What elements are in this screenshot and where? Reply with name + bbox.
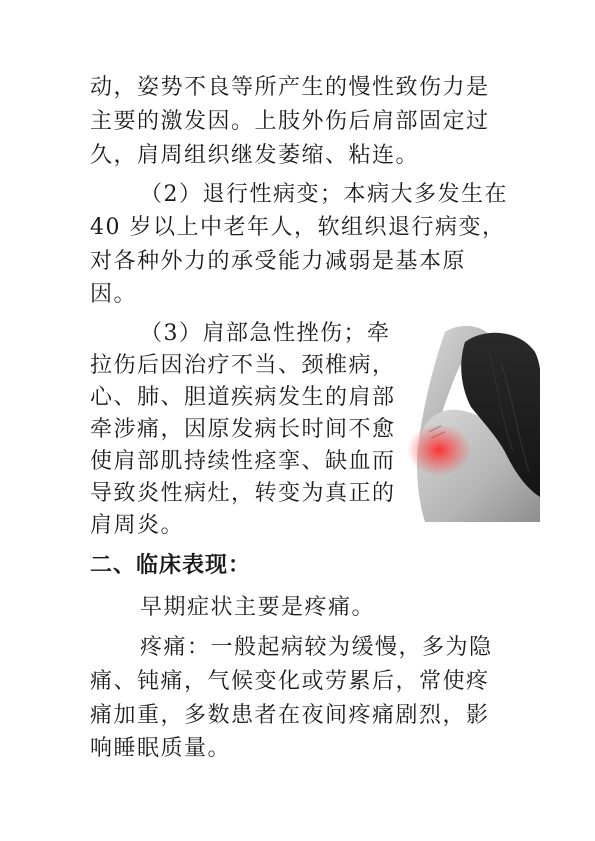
shoulder-pain-photo: [405, 322, 540, 522]
paragraph-3-line-1: （3）肩部急性挫伤；牵: [140, 321, 391, 346]
paragraph-1-line-2: 主要的激发因。上肢外伤后肩部固定过: [90, 109, 490, 134]
paragraph-4-line-1: 早期症状主要是疼痛。: [140, 595, 376, 620]
paragraph-5-line-3: 痛加重，多数患者在夜间疼痛剧烈，影: [90, 703, 490, 728]
paragraph-1-line-3: 久，肩周组织继发萎缩、粘连。: [90, 143, 420, 168]
shoulder-pain-illustration: [405, 322, 540, 522]
paragraph-3-line-7: 肩周炎。: [90, 513, 185, 538]
paragraph-3-line-5: 使肩部肌持续性痉挛、缺血而: [90, 449, 396, 474]
paragraph-1-line-1: 动，姿势不良等所产生的慢性致伤力是: [90, 75, 490, 100]
paragraph-3-line-2: 拉伤后因治疗不当、颈椎病，: [90, 353, 396, 378]
paragraph-5-line-4: 响睡眠质量。: [90, 736, 232, 761]
paragraph-3-line-3: 心、肺、胆道疾病发生的肩部: [90, 385, 396, 410]
paragraph-2-line-3: 对各种外力的承受能力减弱是基本原: [90, 249, 467, 274]
paragraph-2-line-4: 因。: [90, 282, 138, 307]
paragraph-5-line-2: 痛、钝痛，气候变化或劳累后，常使疼: [90, 669, 490, 694]
paragraph-3-line-4: 牵涉痛，因原发病长时间不愈: [90, 417, 396, 442]
paragraph-3-line-6: 导致炎性病灶，转变为真正的: [90, 481, 396, 506]
paragraph-2-line-2: 40 岁以上中老年人，软组织退行病变，: [90, 215, 506, 240]
paragraph-5-line-1: 疼痛：一般起病较为缓慢，多为隐: [140, 635, 493, 660]
section-heading-clinical: 二、临床表现：: [90, 553, 252, 578]
paragraph-2-line-1: （2）退行性病变；本病大多发生在: [140, 182, 508, 207]
